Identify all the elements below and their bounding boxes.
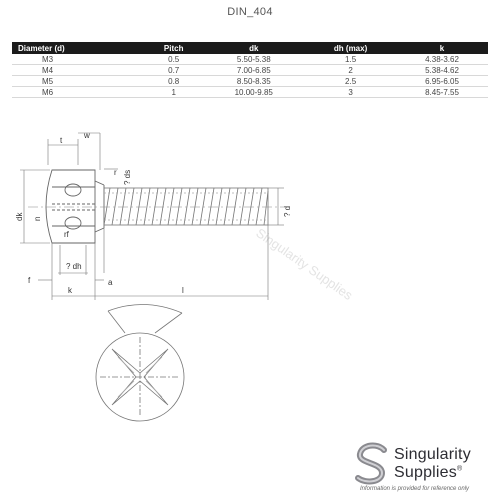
page-title: DIN_404 bbox=[227, 6, 273, 18]
table-cell: M4 bbox=[12, 65, 145, 76]
table-cell: M3 bbox=[12, 54, 145, 65]
table-cell: 3 bbox=[305, 87, 396, 98]
label-dh: ? dh bbox=[66, 262, 82, 271]
col-header: Diameter (d) bbox=[12, 42, 145, 54]
singularity-logo-icon bbox=[352, 442, 392, 486]
brand-tagline: Information is provided for reference only bbox=[360, 486, 470, 492]
table-cell: 7.00-6.85 bbox=[202, 65, 305, 76]
table-cell: 1.5 bbox=[305, 54, 396, 65]
table-cell: 2 bbox=[305, 65, 396, 76]
brand-name-line2 bbox=[394, 464, 462, 482]
table-cell: M5 bbox=[12, 76, 145, 87]
table-row bbox=[12, 54, 488, 65]
label-a: a bbox=[108, 278, 113, 287]
table-cell: 5.50-5.38 bbox=[202, 54, 305, 65]
brand-name-line2-text: Supplies bbox=[394, 464, 457, 481]
col-header: dh (max) bbox=[305, 42, 396, 54]
table-cell: 0.7 bbox=[145, 65, 202, 76]
brand-block bbox=[352, 440, 497, 496]
screw-head bbox=[46, 170, 104, 243]
dimension-lines bbox=[20, 133, 284, 300]
spec-table bbox=[12, 42, 488, 98]
label-f: f bbox=[28, 276, 31, 285]
table-cell: 8.45-7.55 bbox=[396, 87, 488, 98]
table-cell: M6 bbox=[12, 87, 145, 98]
label-k: k bbox=[68, 286, 72, 295]
label-l: l bbox=[182, 286, 184, 295]
label-ds: ? ds bbox=[123, 169, 132, 185]
screw-shank bbox=[104, 188, 268, 225]
label-r: r bbox=[114, 168, 117, 177]
label-t: t bbox=[60, 136, 63, 145]
table-cell: 0.5 bbox=[145, 54, 202, 65]
table-cell: 6.95-6.05 bbox=[396, 76, 488, 87]
label-d: ? d bbox=[283, 205, 292, 217]
col-header: k bbox=[396, 42, 488, 54]
table-cell: 1 bbox=[145, 87, 202, 98]
table-cell: 8.50-8.35 bbox=[202, 76, 305, 87]
table-cell: 2.5 bbox=[305, 76, 396, 87]
table-row bbox=[12, 76, 488, 87]
table-cell: 0.8 bbox=[145, 76, 202, 87]
table-cell: 4.38-3.62 bbox=[396, 54, 488, 65]
label-w: w bbox=[84, 131, 90, 140]
table-row bbox=[12, 65, 488, 76]
screw-technical-drawing bbox=[0, 125, 500, 437]
table-cell: 10.00-9.85 bbox=[202, 87, 305, 98]
screw-cross-section bbox=[96, 304, 184, 421]
table-row bbox=[12, 87, 488, 98]
table-header-row bbox=[12, 42, 488, 54]
col-header: Pitch bbox=[145, 42, 202, 54]
label-rf: rf bbox=[64, 230, 69, 239]
watermark-text: Singularity Supplies bbox=[253, 225, 356, 303]
brand-name-line1: Singularity bbox=[394, 446, 471, 463]
table-cell: 5.38-4.62 bbox=[396, 65, 488, 76]
label-dk: dk bbox=[15, 212, 24, 221]
label-n: n bbox=[33, 216, 42, 221]
col-header: dk bbox=[202, 42, 305, 54]
registered-mark: ® bbox=[456, 465, 463, 473]
dimension-labels bbox=[15, 131, 292, 295]
